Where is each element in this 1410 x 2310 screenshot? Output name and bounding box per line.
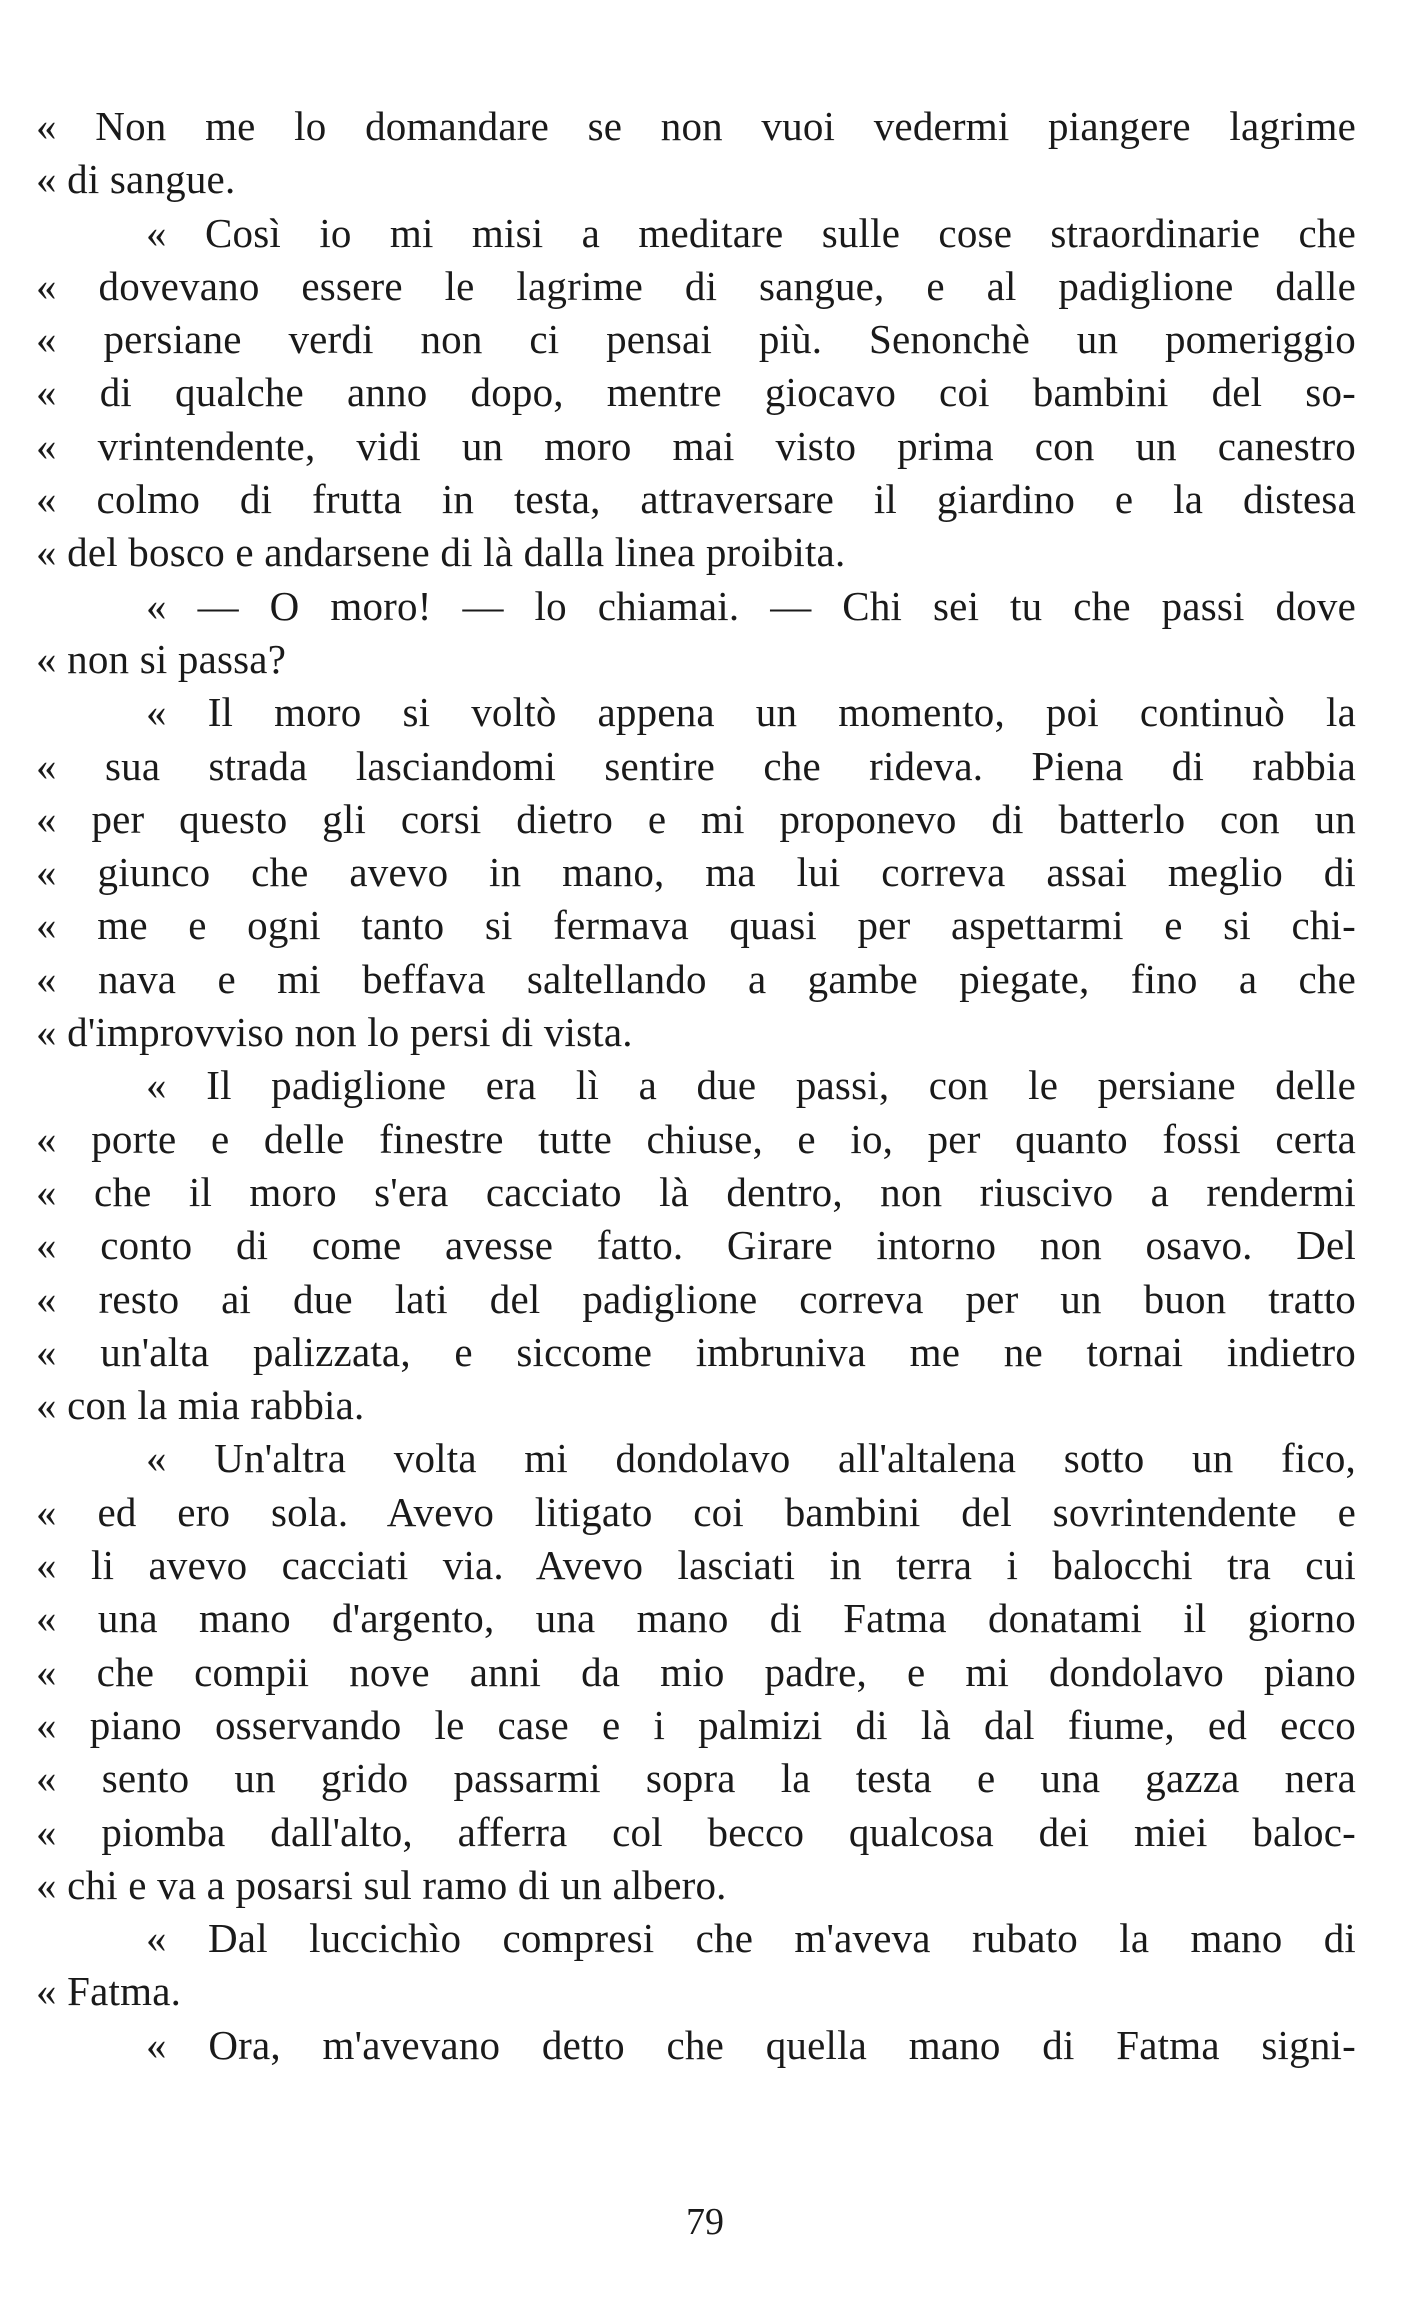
text-line: « d'improvviso non lo persi di vista. xyxy=(36,1009,633,1056)
text-line: « dovevano essere le lagrime di sangue, e al padiglione dalle xyxy=(36,262,1356,309)
text-line: « Dal luccichìo compresi che m'aveva rubato la mano di xyxy=(146,1915,1356,1962)
text-line: « Il padiglione era lì a due passi, con le persiane delle xyxy=(146,1062,1356,1109)
text-line: « non si passa? xyxy=(36,635,287,682)
text-line: « ed ero sola. Avevo litigato coi bambini del sovrintendente e xyxy=(36,1488,1356,1535)
text-line: « resto ai due lati del padiglione correva per un buon tratto xyxy=(36,1275,1356,1322)
body-text xyxy=(36,100,1356,2072)
text-line: « li avevo cacciati via. Avevo lasciati in terra i balocchi tra cui xyxy=(36,1542,1356,1589)
text-line: « con la mia rabbia. xyxy=(36,1382,365,1429)
text-line: « un'alta palizzata, e siccome imbruniva me ne tornai indietro xyxy=(36,1328,1356,1375)
text-line: « sua strada lasciandomi sentire che rideva. Piena di rabbia xyxy=(36,742,1356,789)
text-line: « sento un grido passarmi sopra la testa e una gazza nera xyxy=(36,1755,1356,1802)
text-line: « Ora, m'avevano detto che quella mano di Fatma signi- xyxy=(146,2021,1356,2068)
text-line: « di qualche anno dopo, mentre giocavo coi bambini del so- xyxy=(36,369,1356,416)
text-line: « di sangue. xyxy=(36,156,236,203)
text-line: « che il moro s'era cacciato là dentro, non riuscivo a rendermi xyxy=(36,1168,1356,1215)
text-line: « colmo di frutta in testa, attraversare il giardino e la distesa xyxy=(36,476,1356,523)
text-line: « chi e va a posarsi sul ramo di un albero. xyxy=(36,1861,727,1908)
text-line: « una mano d'argento, una mano di Fatma donatami il giorno xyxy=(36,1595,1356,1642)
text-line: « del bosco e andarsene di là dalla linea proibita. xyxy=(36,529,846,576)
text-line: « nava e mi beffava saltellando a gambe piegate, fino a che xyxy=(36,955,1356,1002)
text-line: « persiane verdi non ci pensai più. Senonchè un pomeriggio xyxy=(36,316,1356,363)
text-line: « Non me lo domandare se non vuoi vedermi piangere lagrime xyxy=(36,103,1356,149)
text-line: « Così io mi misi a meditare sulle cose straordinarie che xyxy=(146,209,1356,256)
text-line: « giunco che avevo in mano, ma lui correva assai meglio di xyxy=(36,849,1356,896)
text-line: « Il moro si voltò appena un momento, poi continuò la xyxy=(146,689,1356,736)
text-line: « conto di come avesse fatto. Girare intorno non osavo. Del xyxy=(36,1222,1356,1269)
text-line: « porte e delle finestre tutte chiuse, e io, per quanto fossi certa xyxy=(36,1115,1356,1162)
text-line: « piano osservando le case e i palmizi di là dal fiume, ed ecco xyxy=(36,1701,1356,1748)
text-line: « Un'altra volta mi dondolavo all'altalena sotto un fico, xyxy=(146,1435,1356,1482)
text-line: « me e ogni tanto si fermava quasi per aspettarmi e si chi- xyxy=(36,902,1356,949)
text-line: « vrintendente, vidi un moro mai visto prima con un canestro xyxy=(36,422,1356,469)
text-line: « — O moro! — lo chiamai. — Chi sei tu che passi dove xyxy=(146,582,1356,629)
text-line: « che compii nove anni da mio padre, e mi dondolavo piano xyxy=(36,1648,1356,1695)
page-number: 79 xyxy=(686,2201,724,2243)
text-line: « per questo gli corsi dietro e mi proponevo di batterlo con un xyxy=(36,795,1356,842)
text-line: « Fatma. xyxy=(36,1968,182,2015)
text-line: « piomba dall'alto, afferra col becco qualcosa dei miei baloc- xyxy=(36,1808,1356,1855)
